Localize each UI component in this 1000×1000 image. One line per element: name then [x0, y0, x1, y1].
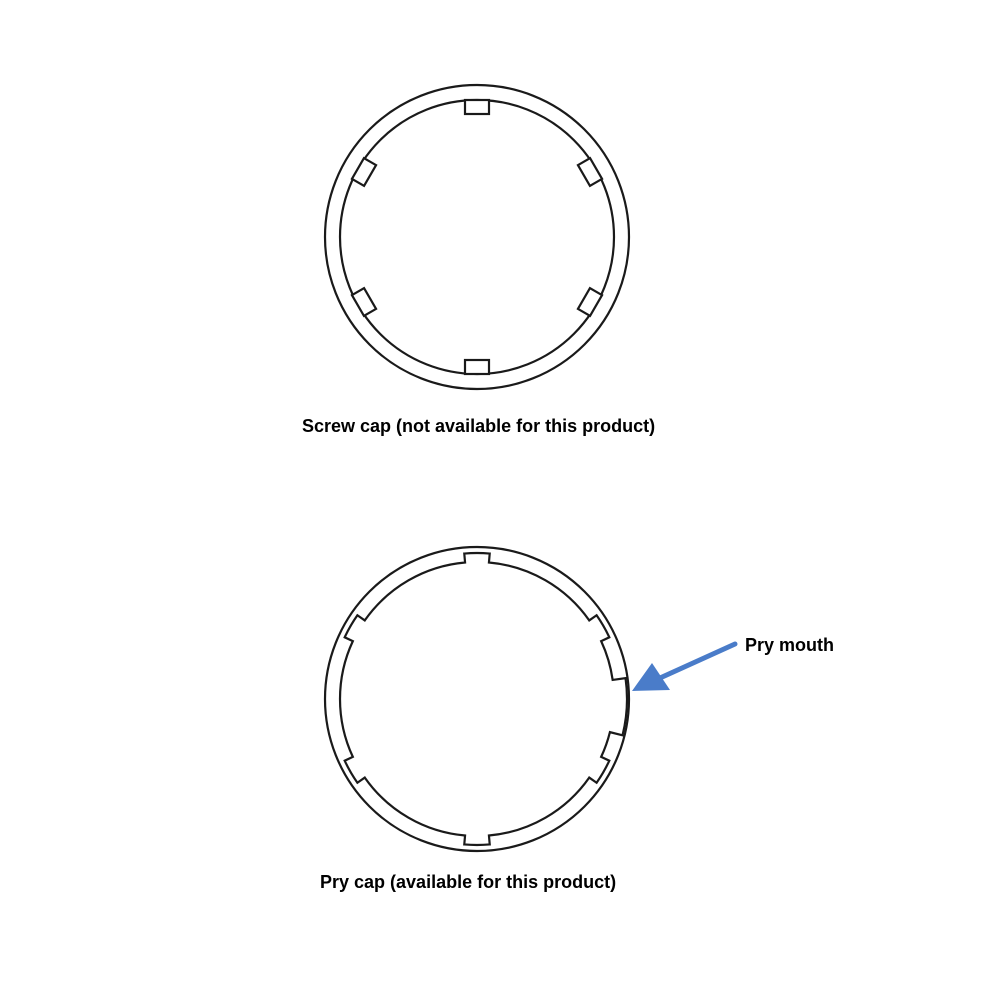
pry-cap-outer-ring	[325, 547, 629, 851]
screw-cap-tab	[578, 288, 602, 316]
pry-mouth-label: Pry mouth	[745, 635, 835, 655]
screw-cap-outer-ring	[325, 85, 629, 389]
pry-mouth-arrow	[632, 644, 735, 691]
screw-cap-inner-ring	[340, 100, 614, 374]
screw-cap-caption: Screw cap (not available for this product)	[302, 416, 656, 436]
screw-cap-tab	[352, 158, 376, 186]
arrow-shaft	[660, 644, 735, 678]
screw-cap-tabs	[352, 100, 602, 374]
screw-cap-drawing	[325, 85, 629, 389]
pry-cap-notched-inner-ring	[340, 553, 627, 845]
pry-cap-caption: Pry cap (available for this product)	[320, 872, 617, 892]
pry-cap-drawing	[325, 547, 629, 851]
screw-cap-tab	[578, 158, 602, 186]
screw-cap-tab	[465, 100, 489, 114]
screw-cap-tab	[352, 288, 376, 316]
screw-cap-tab	[465, 360, 489, 374]
